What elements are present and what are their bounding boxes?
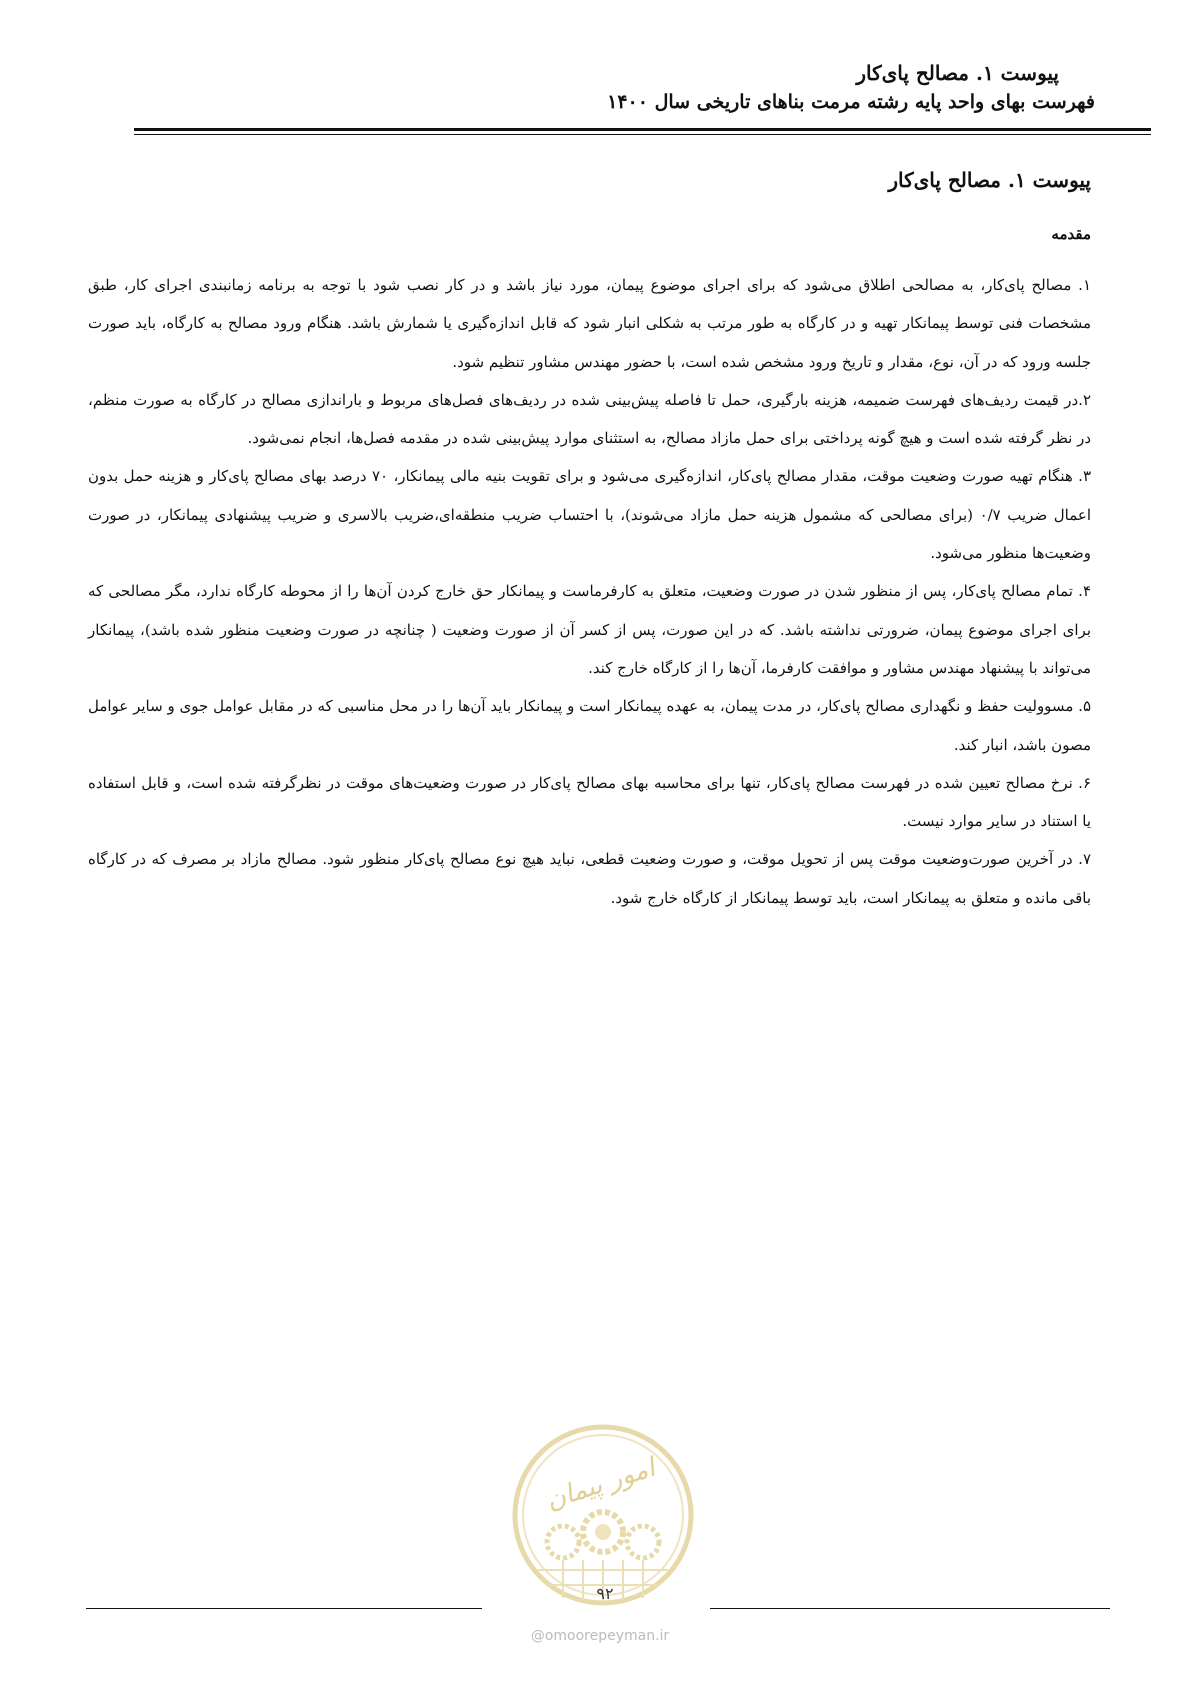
paragraph-6: ۶. نرخ مصالح تعیین شده در فهرست مصالح پای‌کار، تنها برای محاسبه بهای مصالح پای‌کار در صورت وضعیت‌های موقت در نظرگرفته شده است، و قابل استفاده یا استناد در سایر موارد نیست. <box>88 773 1091 831</box>
header-rule-thin <box>134 134 1151 135</box>
paragraph-2: ۲.در قیمت ردیف‌های فهرست ضمیمه، هزینه بارگیری، حمل تا فاصله پیش‌بینی شده در ردیف‌های فصل‌های مربوط و باراندازی مصالح در کارگاه به صورت منظم، در نظر گرفته شده است و هیچ گونه پرداختی برای حمل مازاد مصالح، به استثنای موارد پیش‌بینی شده در مقدمه فصل‌ها، انجام نمی‌شود. <box>88 390 1091 448</box>
footer-rule-right <box>710 1608 1110 1609</box>
page-number: ۹۲ <box>596 1584 614 1603</box>
header-rule-thick <box>134 128 1151 131</box>
header-document-title: فهرست بهای واحد پایه رشته مرمت بناهای تاریخی سال ۱۴۰۰ <box>607 91 1095 113</box>
omoor-peyman-logo <box>508 1420 698 1610</box>
footer-rule-left <box>86 1608 482 1609</box>
header-appendix-title: پیوست ۱. مصالح پای‌کار <box>856 61 1059 85</box>
paragraph-1: ۱. مصالح پای‌کار، به مصالحی اطلاق می‌شود که برای اجرای موضوع پیمان، مورد نیاز باشد و در کار نصب شود با توجه به برنامه زمانبندی اجرای کار، طبق مشخصات فنی توسط پیمانکار تهیه و در کارگاه به طور مرتب به شکلی انبار شود که قابل اندازه‌گیری یا شمارش باشد. هنگام ورود مصالح به کارگاه، باید صورت جلسه ورود که در آن، نوع، مقدار و تاریخ ورود مشخص شده است، با حضور مهندس مشاور تنظیم شود. <box>88 276 1091 371</box>
intro-heading: مقدمه <box>1051 225 1091 243</box>
paragraph-7: ۷. در آخرین صورت‌وضعیت موقت پس از تحویل موقت، و صورت وضعیت قطعی، نباید هیچ نوع مصالح پای‌کار منظور شود. مصالح مازاد بر مصرف که در کارگاه باقی مانده و متعلق به پیمانکار است، باید توسط پیمانکار از کارگاه خارج شود. <box>88 850 1091 907</box>
body-text <box>88 266 1091 917</box>
paragraph-5: ۵. مسوولیت حفظ و نگهداری مصالح پای‌کار، در مدت پیمان، به عهده پیمانکار است و پیمانکار باید آن‌ها را در محل مناسبی که در مقابل عوامل جوی و سایر عوامل مصون باشد، انبار کند. <box>88 697 1091 754</box>
section-title: پیوست ۱. مصالح پای‌کار <box>888 168 1091 192</box>
page-header <box>95 58 1095 116</box>
paragraph-4: ۴. تمام مصالح پای‌کار، پس از منظور شدن در صورت وضعیت، متعلق به کارفرماست و پیمانکار حق خارج کردن آن‌ها را از محوطه کارگاه ندارد، مگر مصالحی که برای اجرای موضوع پیمان، ضرورتی نداشته باشد. که در این صورت، پس از کسر آن از صورت وضعیت ( چنانچه در صورت وضعیت منظور شده باشد)، پیمانکار می‌تواند با پیشنهاد مهندس مشاور و موافقت کارفرما، آن‌ها را از کارگاه خارج کند. <box>88 582 1091 677</box>
watermark-url: @omoorepeyman.ir <box>530 1628 670 1644</box>
paragraph-3: ۳. هنگام تهیه صورت وضعیت موقت، مقدار مصالح پای‌کار، اندازه‌گیری می‌شود و برای تقویت بنیه مالی پیمانکار، ۷۰ درصد بهای مصالح پای‌کار و هزینه حمل بدون اعمال ضریب ۰/۷ (برای مصالحی که مشمول هزینه حمل مازاد می‌شوند)، با احتساب ضریب منطقه‌ای،ضریب بالاسری و ضریب پیشنهادی پیمانکار، در صورت وضعیت‌ها منظور می‌شود. <box>88 467 1091 563</box>
svg-text:امور پیمان: امور پیمان <box>542 1452 659 1517</box>
